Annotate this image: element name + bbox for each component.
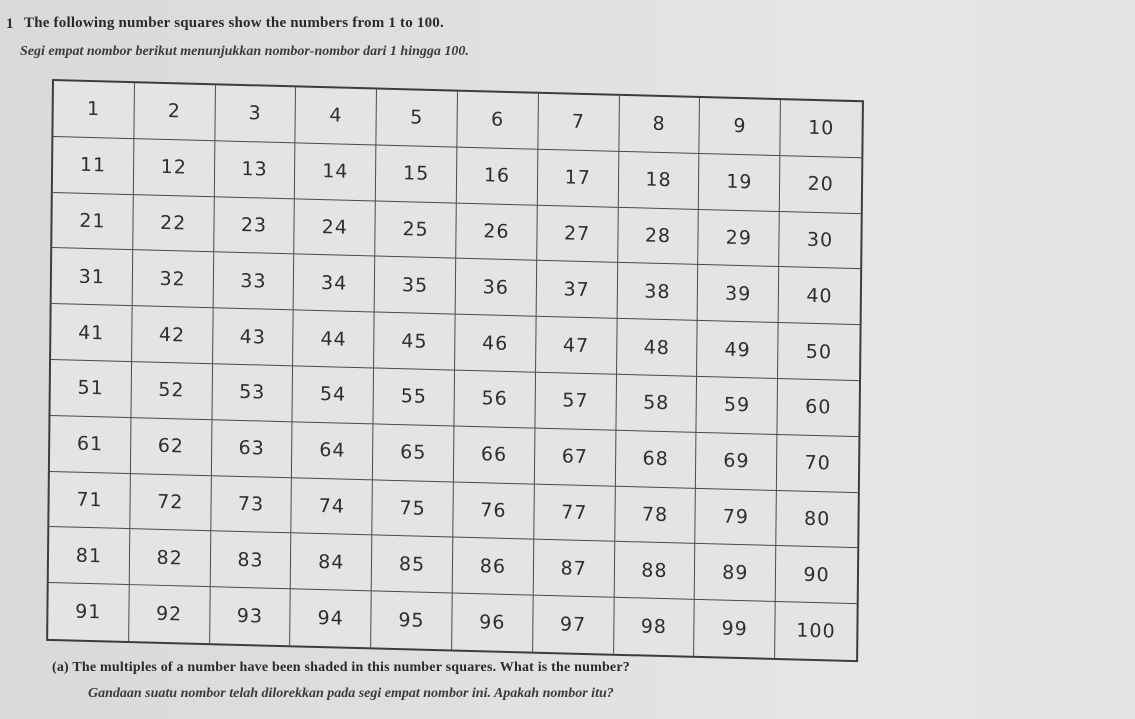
number-cell: 34 [294,255,375,313]
number-cell: 25 [375,201,456,259]
number-cell: 88 [614,542,695,600]
number-cell: 62 [131,418,212,476]
number-cell: 95 [371,592,452,650]
number-cell: 96 [452,594,533,652]
part-a-question-english: (a) The multiples of a number have been shaded in this number squares. What is the number? [52,660,630,675]
number-cell: 77 [534,484,615,542]
number-cell: 39 [698,265,779,323]
number-cell: 50 [778,323,859,381]
number-cell: 66 [454,426,535,484]
number-cell: 53 [212,364,293,422]
number-cell: 46 [455,315,536,373]
number-cell: 13 [214,141,295,199]
number-cell: 90 [776,546,857,604]
number-cell: 49 [697,321,778,379]
number-cell: 47 [536,317,617,375]
number-cell: 6 [457,92,538,150]
number-cell: 9 [700,98,781,156]
number-cell: 70 [777,435,858,493]
number-cell: 78 [615,486,696,544]
number-cell: 91 [48,583,129,641]
number-cell: 86 [453,538,534,596]
number-cell: 18 [618,152,699,210]
number-cell: 74 [292,478,373,536]
number-cell: 35 [375,257,456,315]
number-cell: 54 [293,366,374,424]
number-cell: 85 [372,536,453,594]
number-cell: 81 [49,527,130,585]
number-cell: 44 [293,311,374,369]
number-cell: 17 [538,150,619,208]
number-cell: 51 [50,360,131,418]
number-cell: 37 [536,261,617,319]
number-cell: 71 [49,472,130,530]
number-cell: 3 [215,85,296,143]
number-cell: 40 [779,267,860,325]
number-cell: 45 [374,313,455,371]
number-cell: 12 [134,139,215,197]
number-cell: 27 [537,205,618,263]
number-cell: 100 [796,619,836,643]
number-cell: 57 [535,373,616,431]
number-cell: 63 [211,420,292,478]
number-cell: 36 [456,259,537,317]
number-cell: 65 [373,424,454,482]
number-cell: 24 [295,199,376,257]
number-cell: 5 [377,90,458,148]
number-cell: 42 [132,306,213,364]
number-cell: 31 [52,248,133,306]
number-cell: 19 [699,154,780,212]
number-cell: 55 [374,368,455,426]
number-cell: 75 [372,480,453,538]
number-cell: 83 [210,532,291,590]
number-cell: 94 [291,589,372,647]
number-cell: 61 [50,416,131,474]
number-cell: 68 [615,431,696,489]
number-cell: 8 [619,96,700,154]
number-cell: 23 [214,197,295,255]
number-cell: 14 [295,143,376,201]
number-cell: 11 [53,137,134,195]
number-cell: 82 [130,529,211,587]
number-square-grid [46,79,864,662]
number-cell: 38 [617,263,698,321]
question-text-malay: Segi empat nombor berikut menunjukkan nombor-nombor dari 1 hingga 100. [20,44,469,59]
number-cell: 87 [533,540,614,598]
number-cell: 89 [695,544,776,602]
number-cell: 93 [210,587,291,645]
number-cell: 72 [130,474,211,532]
number-cell: 43 [213,308,294,366]
number-cell: 30 [779,212,860,270]
number-cell: 48 [617,319,698,377]
number-cell: 15 [376,145,457,203]
number-cell: 7 [538,94,619,152]
number-cell: 20 [780,156,861,214]
number-cell: 26 [456,203,537,261]
number-cell: 2 [134,83,215,141]
number-cell: 21 [52,193,133,251]
number-cell: 58 [616,375,697,433]
question-text-english: The following number squares show the numbers from 1 to 100. [24,15,444,31]
number-cell: 52 [131,362,212,420]
number-cell: 56 [454,371,535,429]
number-cell: 69 [696,433,777,491]
number-cell: 59 [697,377,778,435]
number-cell: 32 [132,251,213,309]
number-cell: 29 [699,210,780,268]
number-cell: 80 [776,491,857,549]
number-cell: 98 [614,598,695,656]
number-cell: 99 [694,600,775,658]
number-cell: 76 [453,482,534,540]
number-cell: 41 [51,304,132,362]
number-cell: 28 [618,207,699,265]
number-cell: 4 [296,87,377,145]
number-cell: 33 [213,253,294,311]
number-cell: 97 [533,596,614,654]
number-cell: 79 [696,488,777,546]
number-cell: 1 [53,81,134,139]
number-cell: 67 [535,428,616,486]
number-cell: 16 [457,147,538,205]
number-cell: 60 [778,379,859,437]
question-number: 1 [6,16,14,32]
number-cell: 10 [781,100,862,158]
number-cell: 64 [292,422,373,480]
part-a-question-malay: Gandaan suatu nombor telah dilorekkan pada segi empat nombor ini. Apakah nombor itu? [88,686,614,701]
number-cell: 92 [129,585,210,643]
number-cell: 73 [211,476,292,534]
number-cell: 22 [133,195,214,253]
number-cell: 84 [291,534,372,592]
